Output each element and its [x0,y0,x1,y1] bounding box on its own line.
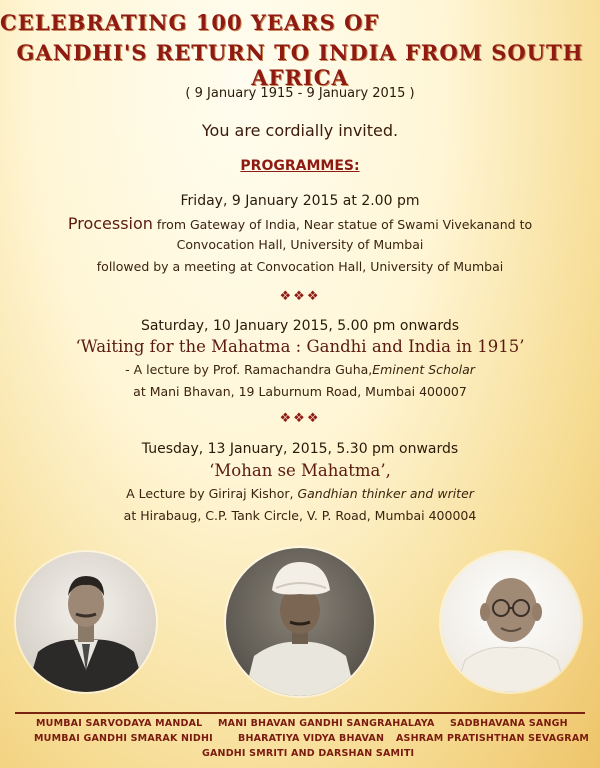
org-bharatiya-vidya-bhavan: BHARATIYA VIDYA BHAVAN [238,733,385,744]
programme-3-venue: at Hirabaug, C.P. Tank Circle, V. P. Road, Mumbai 400004 [123,508,477,523]
org-gandhi-smriti-darshan-samiti: GANDHI SMRITI AND DARSHAN SAMITI [202,748,415,759]
programme-3-speaker-role: Gandhian thinker and writer [297,486,474,501]
programme-3-title: ‘Mohan se Mahatma’, [209,461,391,480]
ornament-divider-1: ❖❖❖ [279,289,321,304]
org-mumbai-gandhi-smarak-nidhi: MUMBAI GANDHI SMARAK NIDHI [34,733,213,744]
invitation-text: You are cordially invited. [201,121,399,140]
programme-2-datetime: Saturday, 10 January 2015, 5.00 pm onwards [140,318,460,334]
programme-1-line-3: followed by a meeting at Convocation Hall, University of Mumbai [96,259,504,274]
programme-2-speaker-role: Eminent Scholar [372,362,475,377]
programme-3-speaker-prefix: A Lecture by Giriraj Kishor, [126,486,298,501]
programme-2-speaker [0,362,600,377]
programme-2-speaker-prefix: - A lecture by Prof. Ramachandra Guha, [125,362,373,377]
programme-1-line-1-rest: from Gateway of India, Near statue of Swami Vivekanand to [152,217,533,232]
programme-3-speaker [0,486,600,501]
title-line-1: CELEBRATING 100 YEARS OF [0,10,380,35]
date-range: ( 9 January 1915 - 9 January 2015 ) [185,86,415,101]
gandhi-portrait-turban-photo [226,548,374,696]
org-mumbai-sarvodaya-mandal: MUMBAI SARVODAYA MANDAL [36,718,203,729]
footer-divider [15,712,585,714]
programme-1-datetime: Friday, 9 January 2015 at 2.00 pm [180,193,420,209]
gandhi-portrait-elder-photo [441,552,581,692]
programmes-heading: PROGRAMMES: [240,158,360,174]
org-sadbhavana-sangh: SADBHAVANA SANGH [450,718,568,729]
title-line-2: GANDHI'S RETURN TO INDIA FROM SOUTH AFRICA [16,40,584,90]
programme-1-lead: Procession [67,214,153,233]
gandhi-portrait-young-photo [16,552,156,692]
programme-2-venue: at Mani Bhavan, 19 Laburnum Road, Mumbai 400007 [133,384,467,399]
org-ashram-pratishthan-sevagram: ASHRAM PRATISHTHAN SEVAGRAM [396,733,590,744]
programme-2-title: ‘Waiting for the Mahatma : Gandhi and India in 1915’ [75,337,525,356]
ornament-divider-2: ❖❖❖ [279,411,321,426]
programme-1-line-1 [0,214,600,233]
org-mani-bhavan: MANI BHAVAN GANDHI SANGRAHALAYA [218,718,435,729]
programme-3-datetime: Tuesday, 13 January, 2015, 5.30 pm onwards [141,441,459,457]
programme-1-line-2: Convocation Hall, University of Mumbai [176,237,424,252]
